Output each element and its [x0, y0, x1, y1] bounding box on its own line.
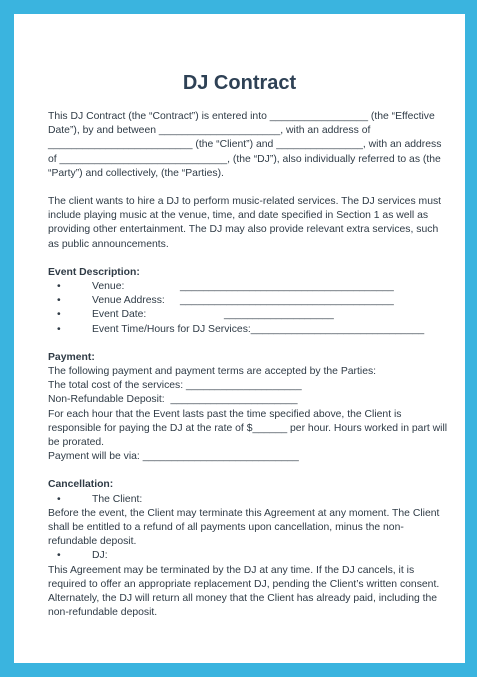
total-cost-line: The total cost of the services: ____________________ — [48, 380, 302, 392]
list-item — [48, 493, 448, 507]
document-page — [14, 14, 465, 663]
event-heading: Event Description: — [48, 266, 140, 278]
services-paragraph: The client wants to hire a DJ to perform music-related services. The DJ services must include playing music at the venue, time, and date specified in Section 1 as well as providing other entertainment. The DJ may also provide relevant extra services, such as public announcements. — [48, 196, 442, 250]
list-item — [48, 280, 448, 294]
event-list — [48, 280, 448, 337]
payment-method-line: Payment will be via: ___________________________ — [48, 451, 299, 463]
overtime-paragraph: For each hour that the Event lasts past the time specified above, the Client is responsible for paying the DJ at the rate of $______ per hour. Hours worked in part will be prorated. — [48, 408, 448, 449]
bullet: • — [57, 309, 61, 321]
event-date-label: Event Date: — [92, 309, 147, 321]
event-time-label: Event Time/Hours for DJ Services: — [92, 323, 251, 335]
list-item — [48, 294, 448, 308]
bullet: • — [57, 323, 61, 335]
cancellation-heading: Cancellation: — [48, 479, 114, 491]
bullet: • — [57, 493, 61, 505]
payment-terms-line: The following payment and payment terms are accepted by the Parties: — [48, 366, 377, 378]
event-time-blank: ______________________________ — [250, 323, 425, 335]
list-item — [48, 549, 448, 563]
document-body — [48, 110, 448, 621]
event-date-blank: ___________________ — [224, 309, 334, 321]
bullet: • — [57, 550, 61, 562]
dj-cancellation-text: This Agreement may be terminated by the DJ at any time. If the DJ cancels, it is required to offer an appropriate replacement DJ, pending the Client’s written consent. Alternately, the DJ will return all money that the Client has already paid, including the non-refundable deposit. — [48, 564, 440, 619]
bullet: • — [57, 295, 61, 307]
venue-address-blank: _____________________________________ — [180, 295, 394, 307]
document-title: DJ Contract — [182, 72, 297, 94]
client-label: The Client: — [92, 493, 143, 505]
intro-paragraph: This DJ Contract (the “Contract”) is entered into _________________ (the “Effective Date”), by and between _____________________, with an address of _________________________ (the “Client”) and _______________, with an address of _____________________________, (the “DJ”), also individually referred to as (the “Party”) and collectively, (the “Parties). — [48, 111, 442, 179]
bullet: • — [57, 281, 61, 293]
dj-label: DJ: — [92, 550, 108, 562]
deposit-line: Non-Refundable Deposit: ______________________ — [48, 394, 298, 406]
venue-address-label: Venue Address: — [92, 295, 165, 307]
payment-heading: Payment: — [48, 351, 95, 363]
venue-blank: _____________________________________ — [180, 281, 394, 293]
list-item — [48, 323, 448, 337]
venue-label: Venue: — [92, 281, 125, 293]
list-item — [48, 308, 448, 322]
client-cancellation-text: Before the event, the Client may terminate this Agreement at any moment. The Client shall be entitled to a refund of all payments upon cancellation, minus the non-refundable deposit. — [48, 507, 440, 548]
